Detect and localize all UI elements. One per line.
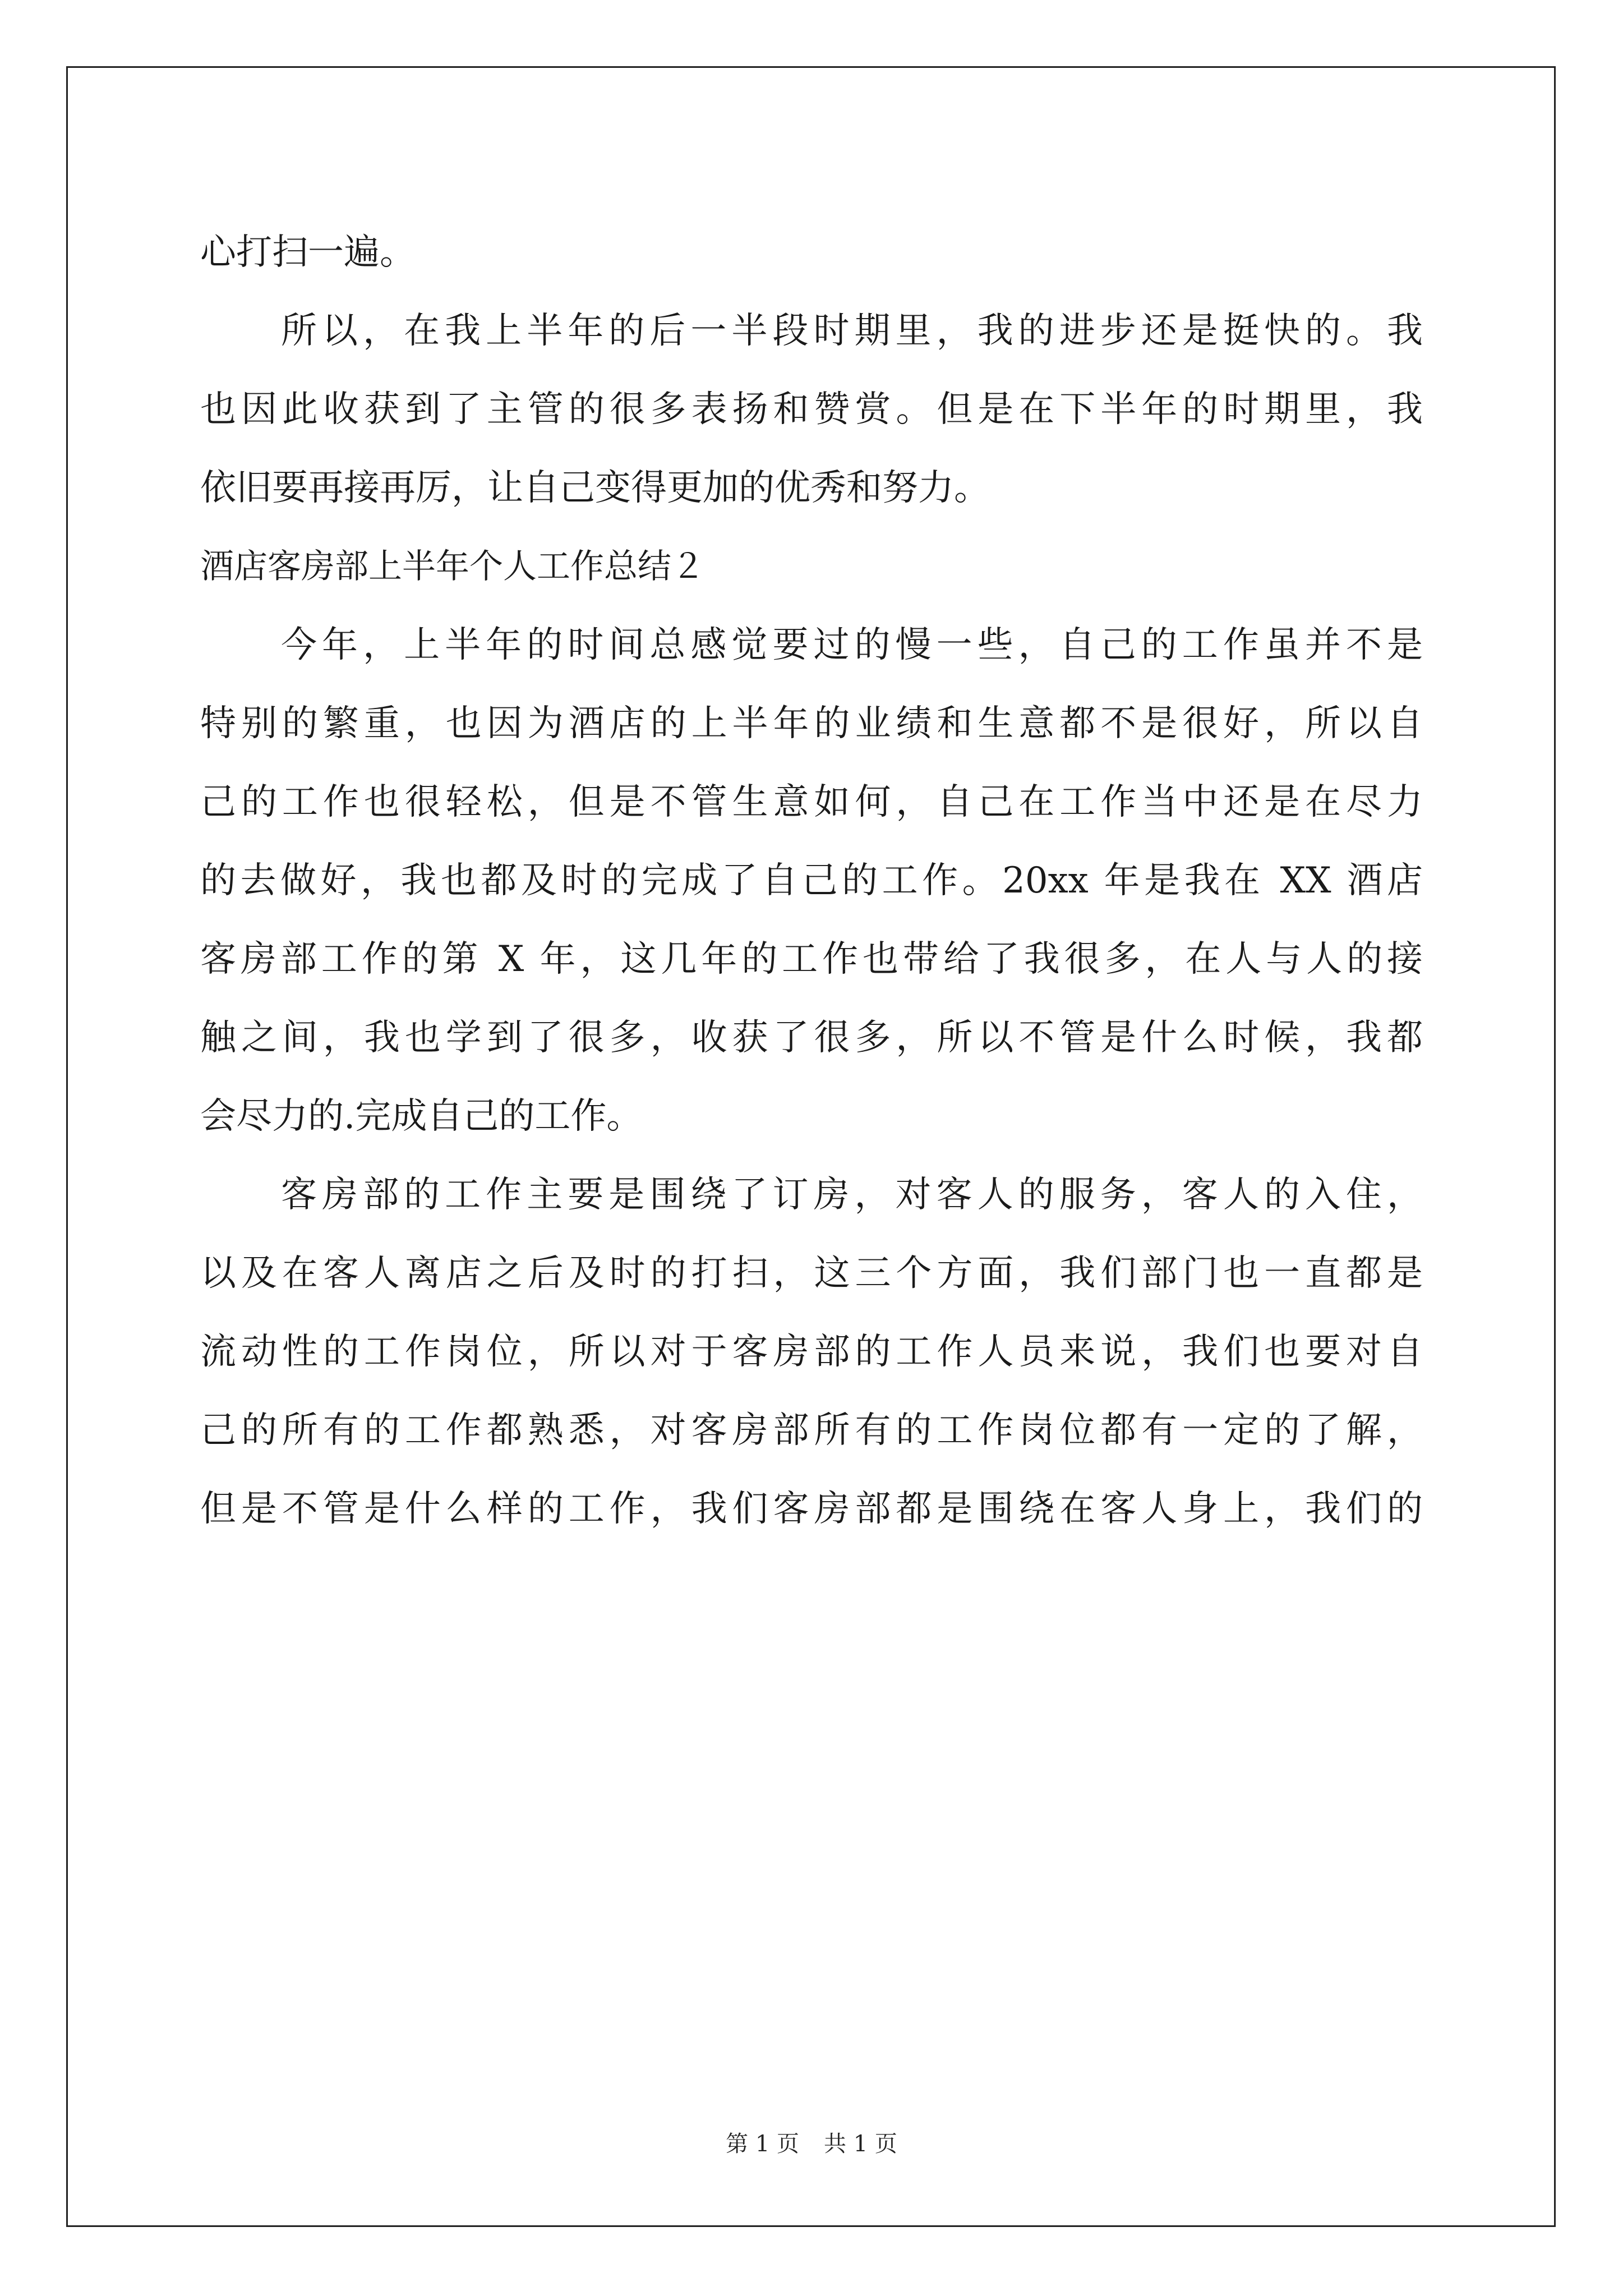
text-line-15: 流动性的工作岗位，所以对于客房部的工作人员来说，我们也要对自 — [200, 1331, 1423, 1373]
text-line-4: 依旧要再接再厉，让自己变得更加的优秀和努力。 — [200, 467, 990, 509]
section-heading: 酒店客房部上半年个人工作总结２ — [200, 547, 705, 586]
text-line-2: 所以，在我上半年的后一半段时期里，我的进步还是挺快的。我 — [281, 310, 1423, 352]
text-line-9: 的去做好，我也都及时的完成了自己的工作。20xx 年是我在 XX 酒店 — [200, 860, 1423, 901]
page-number-current: 第 1 页 — [726, 2131, 799, 2157]
page-number-total: 共 1 页 — [824, 2131, 897, 2157]
text-line-10: 客房部工作的第 X 年，这几年的工作也带给了我很多，在人与人的接 — [200, 938, 1423, 980]
text-line-7: 特别的繁重，也因为酒店的上半年的业绩和生意都不是很好，所以自 — [200, 703, 1423, 744]
text-line-8: 己的工作也很轻松，但是不管生意如何，自己在工作当中还是在尽力 — [200, 781, 1423, 823]
document-body — [200, 213, 1423, 1548]
text-line-13: 客房部的工作主要是围绕了订房，对客人的服务，客人的入住， — [281, 1174, 1423, 1216]
text-line-6: 今年，上半年的时间总感觉要过的慢一些，自己的工作虽并不是 — [281, 624, 1423, 666]
text-line-12: 会尽力的.完成自己的工作。 — [200, 1096, 643, 1137]
text-line-11: 触之间，我也学到了很多，收获了很多，所以不管是什么时候，我都 — [200, 1017, 1423, 1059]
page-footer — [0, 2126, 1623, 2158]
text-line-14: 以及在客人离店之后及时的打扫，这三个方面，我们部门也一直都是 — [200, 1253, 1423, 1294]
text-line-16: 己的所有的工作都熟悉，对客房部所有的工作岗位都有一定的了解， — [200, 1410, 1423, 1451]
text-line-17: 但是不管是什么样的工作，我们客房部都是围绕在客人身上，我们的 — [200, 1488, 1423, 1530]
text-line-3: 也因此收获到了主管的很多表扬和赞赏。但是在下半年的时期里，我 — [200, 389, 1423, 430]
text-line-1: 心打扫一遍。 — [200, 232, 416, 273]
